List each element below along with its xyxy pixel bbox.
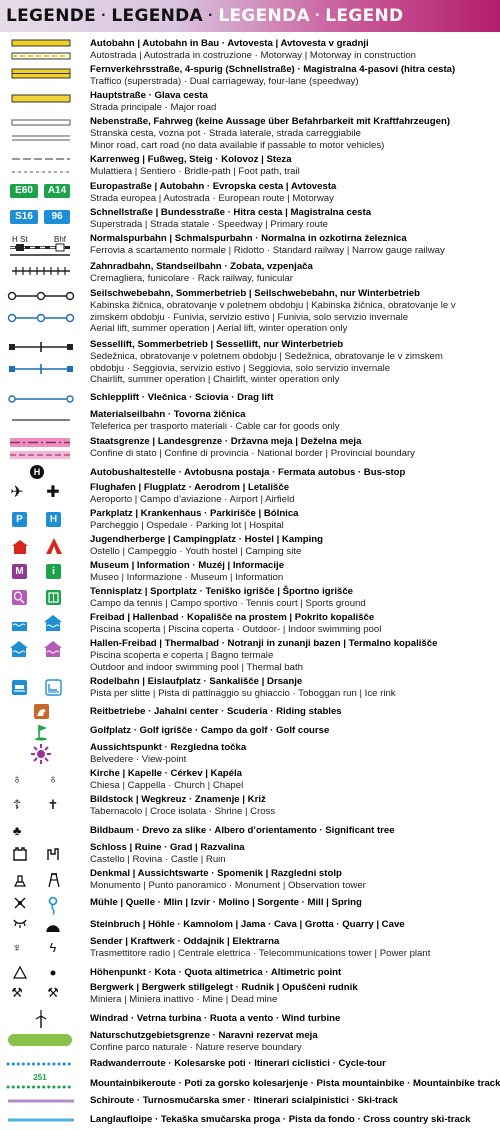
wind-turbine-icon — [36, 1010, 46, 1028]
info-icon: i — [46, 564, 61, 579]
euro-route-badge: E60 — [10, 184, 38, 198]
nature-reserve-symbol — [6, 1030, 86, 1054]
transmitter-icon: ♆ — [12, 940, 22, 955]
legend-text: Miniera | Miniera inattivo · Mine | Dead mine — [90, 993, 278, 1005]
castle-symbols — [6, 842, 86, 866]
legend-text: Confine parco naturale · Nature reserve boundary — [90, 1041, 302, 1053]
mill-icon — [15, 898, 25, 908]
legend-title: Naturschutzgebietsgrenze · Naravni rezervat meja — [90, 1030, 318, 1041]
observation-tower-icon — [49, 874, 59, 887]
banner-title-sl: LEGENDA — [111, 6, 204, 26]
legend-title: Rodelbahn | Eislaufplatz · Sankališče | Drsanje — [90, 676, 303, 687]
legend-text: Aerial lift, summer operation | Aerial lift, winter operation only — [90, 323, 348, 335]
golf-symbol — [6, 722, 86, 742]
castle-icon — [14, 848, 26, 860]
chapel-icon: ♁ — [48, 771, 58, 786]
primary-route-badge: 96 — [44, 210, 70, 224]
banner-title-it: LEGENDA — [218, 6, 310, 26]
riding-symbol — [6, 702, 86, 724]
legend-title: Hallen-Freibad | Thermalbad · Notranji in zunanji bazen | Termalno kopališče — [90, 638, 438, 649]
monument-icon — [15, 876, 25, 886]
swimming-symbols — [6, 612, 86, 636]
legend-title: Materialseilbahn · Tovorna žičnica — [90, 409, 246, 420]
tennis-court-icon — [12, 590, 27, 605]
parking-icon: P — [12, 512, 27, 527]
legend-text: Minor road, cart road (no data available if passable to motor vehicles) — [90, 139, 385, 151]
legend-text: Stranska cesta, vozna pot · Strada laterale, strada carreggiabile — [90, 127, 361, 139]
cart-track-symbol — [6, 154, 86, 178]
legend-title: Bildbaum · Drevo za slike · Albero d’orientamento · Significant tree — [90, 825, 395, 836]
legend-text: Pista per slitte | Pista di pattinaggio su ghiaccio · Toboggan run | Ice rink — [90, 687, 396, 699]
legend-title: Parkplatz | Krankenhaus · Parkirišče | Bólnica — [90, 508, 299, 519]
camping-icon — [46, 538, 62, 554]
railway-symbol — [6, 233, 86, 259]
legend-text: Campo da tennis | Campo sportivo · Tennis court | Sports ground — [90, 597, 366, 609]
legend-text: Tabernacolo | Croce isolata · Shrine | Cross — [90, 805, 276, 817]
speedway-number-badge: S16 — [10, 210, 38, 224]
legend-text: Monumento | Punto panoramico · Monument | Observation tower — [90, 879, 366, 891]
chairlift-symbol — [6, 339, 86, 387]
legend-title: Radwanderroute · Kolesarske poti · Itinerari ciclistici · Cycle-tour — [90, 1058, 386, 1069]
legend-title: Mühle | Quelle · Mlin | Izvir · Molino | Sorgente · Mill | Spring — [90, 897, 362, 908]
legend-text: zimskem obdobju · Funivia, servizio estivo | Funivia, solo servizio invernale — [90, 311, 409, 323]
legend-title: Bergwerk | Bergwerk stillgelegt · Rudnik | Opuščeni rudnik — [90, 982, 358, 993]
indoor-pool-icon — [44, 615, 62, 631]
altimetric-symbols — [6, 964, 86, 982]
legend-text: Belvedere · View-point — [90, 753, 187, 765]
legend-title: Aussichtspunkt · Rezgledna točka — [90, 742, 247, 753]
legend-text: Confine di stato | Confine di provincia · National border | Provincial boundary — [90, 447, 415, 459]
legend-title: Karrenweg | Fußweg, Steig · Kolovoz | Steza — [90, 154, 292, 165]
legend-title: Höhenpunkt · Kota · Quota altimetrica · Altimetric point — [90, 967, 342, 978]
dead-mine-icon: ⚒ — [47, 985, 59, 1000]
quarry-icon — [14, 920, 26, 928]
legend-title: Schloss | Ruine · Grad | Razvalina — [90, 842, 245, 853]
cave-icon — [47, 926, 59, 932]
legend-text: Chiesa | Cappella · Church | Chapel — [90, 779, 244, 791]
sports-ground-icon — [46, 590, 61, 605]
banner-separator: · — [208, 7, 214, 24]
major-road-symbol — [6, 90, 86, 112]
legend-title: Europastraße | Autobahn · Evropska cesta | Avtovesta — [90, 181, 337, 192]
legend-title: Schlepplift · Vlečnica · Sciovia · Drag lift — [90, 392, 274, 403]
mill-spring-symbols — [6, 894, 86, 916]
legend-title: Museum | Information · Muzéj | Informacije — [90, 560, 285, 571]
banner-separator: · — [314, 7, 321, 24]
museum-icon: M — [12, 564, 27, 579]
legend-title: Kirche | Kapelle · Cérkev | Kapéla — [90, 768, 243, 779]
thermal-bath-icon — [44, 641, 62, 657]
legend-title: Steinbruch | Höhle · Kamnolom | Jama · Cava | Grotta · Quarry | Cave — [90, 919, 405, 930]
legend-title: Hauptstraße · Glava cesta — [90, 90, 208, 101]
banner-title-en: LEGEND — [325, 6, 404, 26]
legend-title: Langlaufloipe · Tekaška smučarska proga · Pista da fondo · Cross country ski-track — [90, 1114, 471, 1125]
legend-title: Windrad · Vetrna turbina · Ruota a vento · Wind turbine — [90, 1013, 341, 1024]
triangulation-point-icon — [14, 967, 26, 978]
motorway-number-badge: A14 — [44, 184, 70, 198]
legend-title: Normalspurbahn | Schmalspurbahn · Normalna in ozkotirna železnica — [90, 233, 407, 244]
spot-height-icon — [51, 971, 56, 976]
mine-icon: ⚒ — [11, 985, 23, 1000]
legend-title: Jugendherberge | Campingplatz · Hostel | Kamping — [90, 534, 323, 545]
border-symbol — [6, 436, 86, 462]
bus-stop-icon: H — [30, 465, 44, 479]
route-badges — [6, 207, 86, 231]
winter-sport-symbols — [6, 676, 86, 700]
ruin-icon — [48, 849, 58, 860]
legend-title: Autobahn | Autobahn in Bau · Avtovesta | Avtovesta v gradnji — [90, 38, 369, 49]
legend-title: Reitbetriebe · Jahalni center · Scuderia · Riding stables — [90, 706, 342, 717]
station-label-right: Bhf — [54, 235, 67, 244]
legend-text: Mulattiera | Sentiero · Bridle-path | Foot path, trail — [90, 165, 300, 177]
station-label-left: H St — [12, 235, 28, 244]
legend-text: Chairlift, summer operation | Chairlift, winter operation only — [90, 374, 340, 386]
legend-title: Fernverkehrsstraße, 4-spurig (Schnellstraße) · Magistralna 4-pasovi (hitra cesta) — [90, 64, 456, 75]
toboggan-icon — [12, 680, 27, 695]
legend-text: Strada europea | Autostrada · European route | Motorway — [90, 192, 334, 204]
aerial-lift-symbol — [6, 288, 86, 336]
horse-icon — [34, 704, 49, 719]
legend-text: Sedežnica, obratovanje v poletnem obdobju | Sedežnica, obratovanje le v zimskem — [90, 350, 443, 362]
ski-route-symbol — [6, 1094, 86, 1110]
golf-flag-icon — [35, 725, 47, 741]
banner-separator: · — [101, 7, 107, 24]
legend-text: Strada principale · Major road — [90, 101, 217, 113]
legend-title: Tennisplatz | Sportplatz · Teniško igrišče | Športno igrišče — [90, 586, 354, 597]
legend-title: Schnellstraße | Bundesstraße · Hitra cesta | Magistralna cesta — [90, 207, 372, 218]
shrine-icon: ☦ — [12, 797, 22, 812]
legend-text: Cremagliera, funicolare · Rack railway, funicular — [90, 272, 293, 284]
legend-title: Bildstock | Wegkreuz · Znamenje | Križ — [90, 794, 266, 805]
thermal-symbols — [6, 638, 86, 674]
significant-tree-icon: ♣ — [12, 823, 22, 838]
legend-text: Ostello | Campeggio · Youth hostel | Camping site — [90, 545, 302, 557]
legend-text: Aeroporto | Campo d’aviazione · Airport | Airfield — [90, 493, 295, 505]
route-badges — [6, 181, 86, 205]
legend-text: Outdoor and indoor swimming pool | Thermal bath — [90, 661, 303, 673]
legend-text: Castello | Rovina · Castle | Ruin — [90, 853, 226, 865]
banner-title-de: LEGENDE — [6, 6, 97, 26]
legend-title: Freibad | Hallenbad · Kopališče na prostem | Pokrito kopališče — [90, 612, 375, 623]
legend-title: Nebenstraße, Fahrweg (keine Aussage über Befahrbarkeit mit Kraftfahrzeugen) — [90, 116, 451, 127]
legend-text: obdobju · Seggiovia, servizio estivo | Seggiovia, solo servizio invernale — [90, 362, 391, 374]
legend-text: Piscina scoperta e coperta | Bagno termale — [90, 649, 274, 661]
legend-title: Sessellift, Sommerbetrieb | Sessellift, nur Winterbetrieb — [90, 339, 344, 350]
legend-text: Superstrada | Strada statale · Speedway | Primary route — [90, 218, 329, 230]
legend-title: Sender | Kraftwerk · Oddajnik | Elektrarna — [90, 936, 280, 947]
cross-icon: ✝ — [47, 797, 59, 812]
legend-text: Museo | Informazione · Museum | Information — [90, 571, 284, 583]
power-plant-icon: ϟ — [49, 940, 57, 955]
legend-text: Kabinska žičnica, obratovanje v poletnem obdobju | Kabinska žičnica, obratovanje le v — [90, 299, 456, 311]
legend-title: Denkmal | Aussichtswarte · Spomenik | Razgledni stolp — [90, 868, 342, 879]
legend-title: Seilschwebebahn, Sommerbetrieb | Seilschwebebahn, nur Winterbetrieb — [90, 288, 420, 299]
motorway-symbol — [6, 38, 86, 62]
hostel-icon — [12, 540, 28, 554]
quarry-cave-symbols — [6, 916, 86, 938]
airfield-icon: ✚ — [46, 484, 60, 501]
cross-country-symbol — [6, 1114, 86, 1130]
legend-title: Flughafen | Flugplatz · Aerodrom | Letališče — [90, 482, 290, 493]
minor-road-symbol — [6, 116, 86, 152]
hostel-camping-symbols — [6, 534, 86, 558]
sports-symbols — [6, 586, 86, 610]
wind-turbine-symbol — [6, 1008, 86, 1030]
drag-lift-symbol — [6, 392, 86, 408]
church-icon: ♁ — [12, 771, 22, 786]
indoor-outdoor-pool-icon — [10, 641, 28, 657]
goods-cable-symbol — [6, 409, 86, 431]
legend-text: Teleferica per trasporto materiali · Cable car for goods only — [90, 420, 340, 432]
legend-title: Mountainbikeroute · Poti za gorsko kolesarjenje · Pista mountainbike · Mountainbike track — [90, 1078, 500, 1089]
legend-text: Traffico (superstrada) · Dual carriageway, four-lane (speedway) — [90, 75, 359, 87]
monument-symbols — [6, 868, 86, 892]
viewpoint-symbol — [6, 742, 86, 766]
hospital-icon: H — [46, 512, 61, 527]
spring-icon — [50, 898, 57, 915]
legend-title: Staatsgrenze | Landesgrenze · Državna meja | Deželna meja — [90, 436, 362, 447]
legend-title: Autobushaltestelle · Avtobusna postaja · Fermata autobus · Bus-stop — [90, 467, 406, 478]
legend-banner — [0, 0, 500, 32]
legend-title: Zahnradbahn, Standseilbahn · Zobata, vzpenjača — [90, 261, 313, 272]
cycle-route-symbol — [6, 1058, 86, 1072]
legend-text: Autostrada | Autostrada in costruzione · Motorway | Motorway in construction — [90, 49, 416, 61]
dual-carriageway-symbol — [6, 64, 86, 86]
airport-icon: ✈ — [10, 484, 24, 501]
rack-railway-symbol — [6, 261, 86, 283]
legend-text: Ferrovia a scartamento normale | Ridotto · Standard railway | Narrow gauge railway — [90, 244, 445, 256]
viewpoint-icon — [31, 744, 51, 764]
legend-title: Golfplatz · Golf igrišče · Campo da golf · Golf course — [90, 725, 330, 736]
mtb-route-symbol — [6, 1072, 86, 1094]
legend-text: Parcheggio | Ospedale · Parking lot | Hospital — [90, 519, 284, 531]
mtb-route-number: 251 — [33, 1073, 47, 1082]
outdoor-pool-icon — [12, 622, 27, 631]
legend-text: Trasmettitore radio | Centrale elettrica · Telecommunications tower | Power plant — [90, 947, 431, 959]
legend-title: Schiroute · Turnosmučarska smer · Itinerari scialpinistici · Ski-track — [90, 1095, 398, 1106]
legend-text: Piscina scoperta | Piscina coperta · Outdoor- | Indoor swimming pool — [90, 623, 382, 635]
ice-rink-icon — [46, 680, 61, 695]
